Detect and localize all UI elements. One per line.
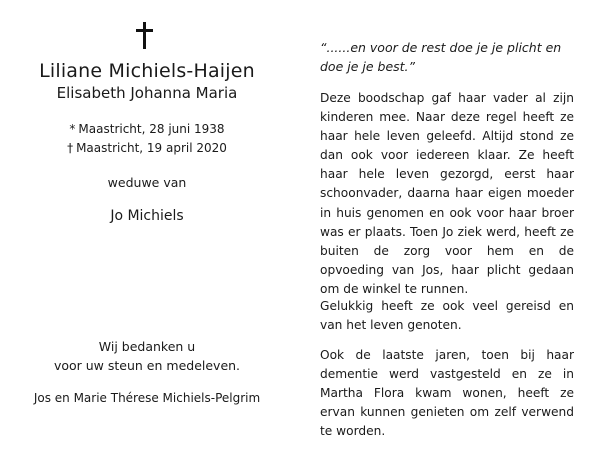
birth-line [16, 122, 278, 136]
cross-horizontal [136, 29, 153, 32]
cross-vertical [143, 22, 146, 49]
right-panel [320, 0, 582, 450]
signature-line: Jos en Marie Thérese Michiels-Pelgrim [33, 391, 261, 405]
given-names: Elisabeth Johanna Maria [56, 84, 238, 102]
thanks-line-2: voor uw steun en medeleven. [53, 358, 241, 373]
left-panel [16, 0, 278, 450]
widow-of-label: weduwe van [107, 175, 187, 190]
spouse-name: Jo Michiels [110, 208, 184, 224]
paragraph-1: Deze boodschap gaf haar vader al zijn kinderen mee. Naar deze regel heeft ze haar hele leven geleefd. Altijd stond ze dan ook voor iedereen klaar. Ze heeft haar hele leven gezorgd, eerst haar schoonvader, daarna haar eigen moeder in huis genomen en ook voor haar broer was er plaats. Toen Jo ziek werd, heeft ze buiten de zorg voor hem en de opvoeding van Jos, haar plicht gedaan om de winkel te runnen. [320, 91, 574, 296]
death-line [16, 141, 278, 155]
thanks-line-1: Wij bedanken u [98, 339, 196, 354]
paragraph-2: Gelukkig heeft ze ook veel gereisd en van het leven genoten. [320, 299, 574, 333]
deceased-name: Liliane Michiels-Haijen [39, 60, 255, 82]
birth-symbol: * [69, 122, 76, 136]
death-symbol: † [67, 141, 74, 155]
cross-icon [135, 22, 155, 52]
quote: “......en voor de rest doe je je plicht en doe je je best.” [320, 40, 562, 74]
death-date: Maastricht, 19 april 2020 [76, 141, 227, 155]
paragraph-3: Ook de laatste jaren, toen bij haar dementie werd vastgesteld en ze in Martha Flora kwam wonen, heeft ze ervan kunnen genieten om zelf verwend te worden. [320, 348, 574, 439]
birth-date: Maastricht, 28 juni 1938 [78, 122, 225, 136]
